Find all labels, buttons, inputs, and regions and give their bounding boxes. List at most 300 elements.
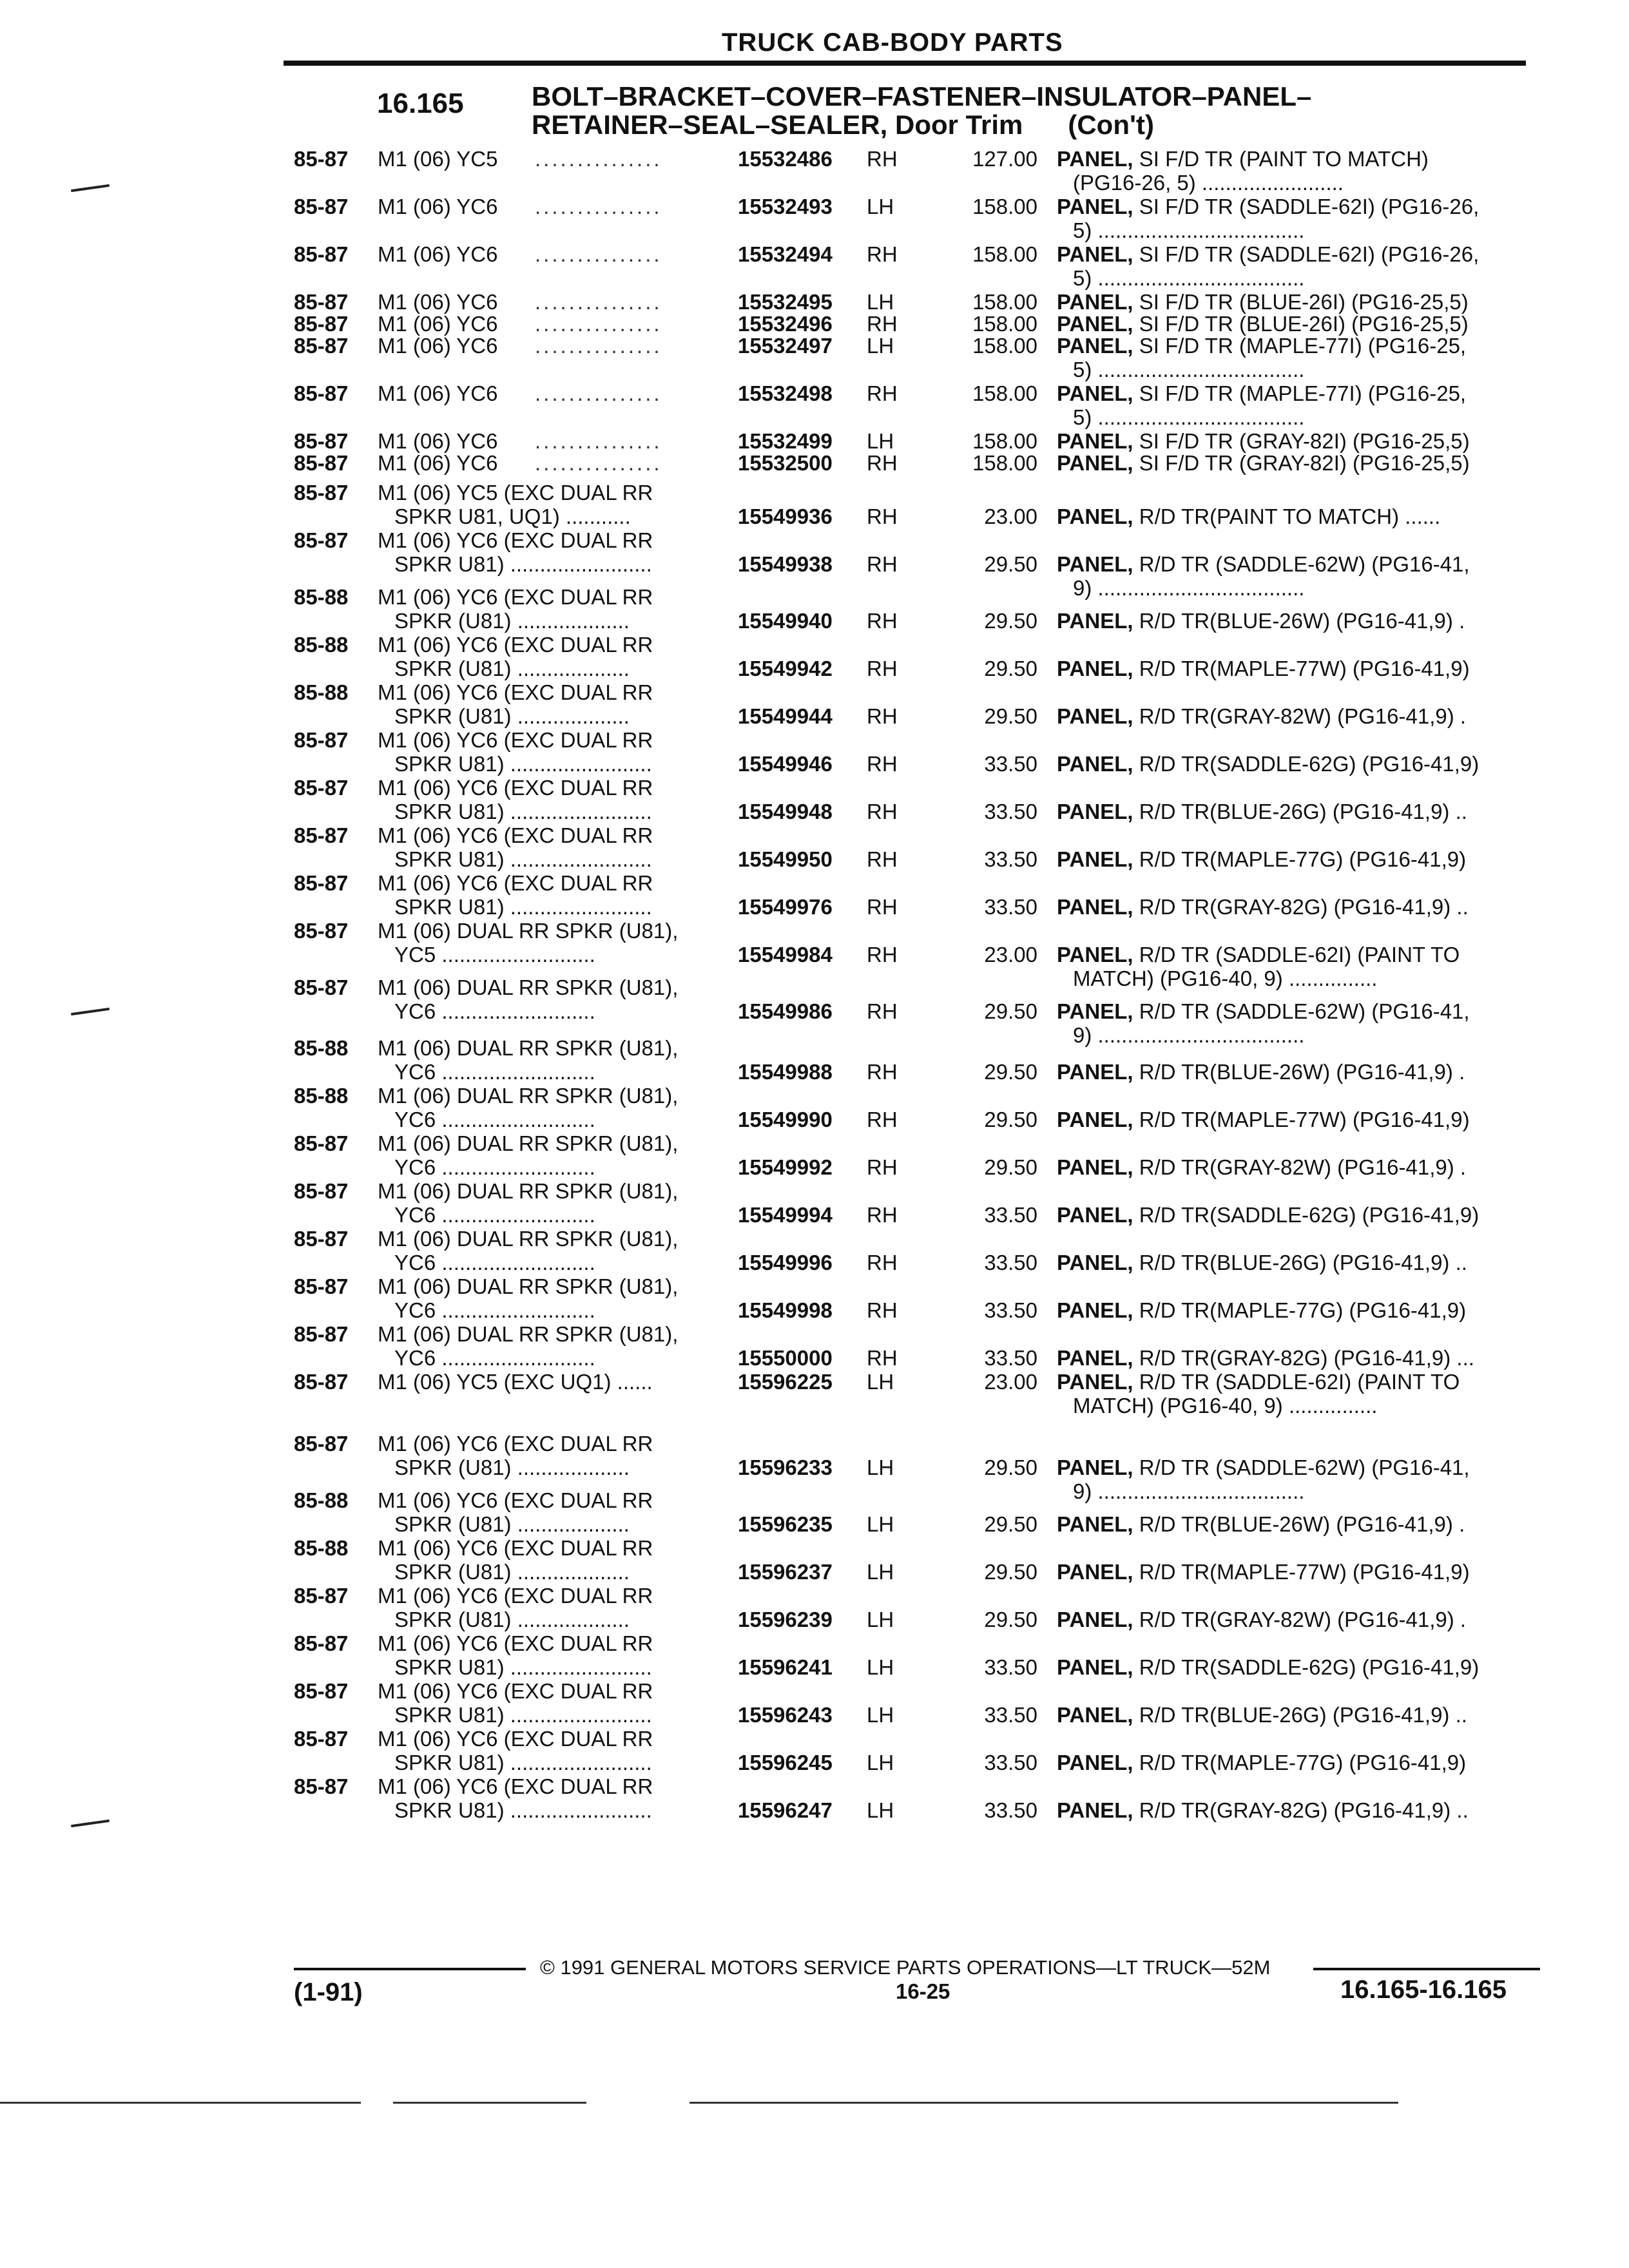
application-line2: SPKR U81, UQ1) ........... <box>394 505 631 528</box>
description-line1: PANEL, R/D TR(MAPLE-77G) (PG16-41,9) <box>1057 847 1467 871</box>
table-row <box>0 195 1629 242</box>
part-number: 15532500 <box>738 451 833 475</box>
price: 29.50 <box>984 1456 1037 1479</box>
section-number: 16.165 <box>377 88 464 119</box>
side-label: RH <box>867 999 898 1023</box>
side-label: RH <box>867 505 898 528</box>
table-row <box>0 1679 1629 1727</box>
table-row <box>0 776 1629 823</box>
year-range: 85-87 <box>294 1631 349 1655</box>
price: 23.00 <box>984 505 1037 528</box>
part-number: 15549988 <box>738 1060 833 1084</box>
year-range: 85-87 <box>294 1370 349 1394</box>
scan-edge-line <box>0 2102 361 2104</box>
table-row <box>0 680 1629 728</box>
table-row <box>0 919 1629 990</box>
leader-dots: ............... <box>535 429 662 453</box>
side-label: LH <box>867 195 894 218</box>
application-line1: M1 (06) YC6 <box>378 242 498 266</box>
part-number: 15532486 <box>738 147 833 171</box>
application-line2: SPKR (U81) ................... <box>394 1560 630 1584</box>
application-line2: SPKR (U81) ................... <box>394 657 630 680</box>
table-row <box>0 334 1629 381</box>
price: 29.50 <box>984 1560 1037 1584</box>
description-line1: PANEL, SI F/D TR (SADDLE-62I) (PG16-26, <box>1057 195 1480 218</box>
price: 33.50 <box>984 1346 1037 1370</box>
price: 33.50 <box>984 800 1037 823</box>
application-line2: SPKR U81) ........................ <box>394 552 652 576</box>
application-line2: YC6 .......................... <box>394 1346 595 1370</box>
application-line1: M1 (06) DUAL RR SPKR (U81), <box>378 919 679 943</box>
side-label: LH <box>867 1560 894 1584</box>
part-number: 15596241 <box>738 1655 833 1679</box>
application-line1: M1 (06) YC6 (EXC DUAL RR <box>378 528 653 552</box>
side-label: RH <box>867 552 898 576</box>
side-label: LH <box>867 1655 894 1679</box>
application-line1: M1 (06) DUAL RR SPKR (U81), <box>378 1322 679 1346</box>
description-line1: PANEL, SI F/D TR (PAINT TO MATCH) <box>1057 147 1429 171</box>
description-line1: PANEL, R/D TR(GRAY-82W) (PG16-41,9) . <box>1057 704 1467 728</box>
application-line2: YC6 .......................... <box>394 1251 595 1274</box>
description-line2: (PG16-26, 5) ........................ <box>1073 171 1344 195</box>
year-range: 85-88 <box>294 1084 349 1108</box>
description-line1: PANEL, SI F/D TR (SADDLE-62I) (PG16-26, <box>1057 242 1480 266</box>
price: 158.00 <box>972 451 1037 475</box>
year-range: 85-87 <box>294 1774 349 1798</box>
section-title-line2-text: RETAINER–SEAL–SEALER, Door Trim <box>532 110 1023 140</box>
table-row <box>0 1131 1629 1179</box>
application-line2: YC6 .......................... <box>394 1155 595 1179</box>
application-line1: M1 (06) YC6 (EXC DUAL RR <box>378 585 653 609</box>
side-label: RH <box>867 752 898 776</box>
continued-label: (Con't) <box>1068 110 1154 140</box>
description-line2: 5) ................................... <box>1073 358 1305 381</box>
year-range: 85-88 <box>294 1488 349 1512</box>
description-line1: PANEL, R/D TR (SADDLE-62W) (PG16-41, <box>1057 552 1470 576</box>
application-line2: SPKR U81) ........................ <box>394 1798 652 1822</box>
description-line1: PANEL, R/D TR(SADDLE-62G) (PG16-41,9) <box>1057 1203 1480 1227</box>
price: 29.50 <box>984 1108 1037 1131</box>
year-range: 85-87 <box>294 147 349 171</box>
part-number: 15549938 <box>738 552 833 576</box>
application-line2: YC6 .......................... <box>394 1203 595 1227</box>
description-line1: PANEL, R/D TR (SADDLE-62I) (PAINT TO <box>1057 1370 1460 1394</box>
part-number: 15549992 <box>738 1155 833 1179</box>
price: 158.00 <box>972 290 1037 314</box>
table-row <box>0 1370 1629 1418</box>
application-line1: M1 (06) DUAL RR SPKR (U81), <box>378 1274 679 1298</box>
table-row <box>0 1584 1629 1631</box>
footer-date: (1-91) <box>294 1978 363 2006</box>
year-range: 85-87 <box>294 728 349 752</box>
table-row <box>0 1179 1629 1227</box>
year-range: 85-87 <box>294 1179 349 1203</box>
application-line1: M1 (06) YC6 (EXC DUAL RR <box>378 1584 653 1608</box>
application-line1: M1 (06) YC6 (EXC DUAL RR <box>378 633 653 657</box>
price: 29.50 <box>984 1155 1037 1179</box>
price: 23.00 <box>984 1370 1037 1394</box>
price: 29.50 <box>984 609 1037 633</box>
description-line1: PANEL, R/D TR(BLUE-26G) (PG16-41,9) .. <box>1057 1251 1467 1274</box>
application-line2: SPKR U81) ........................ <box>394 1655 652 1679</box>
application-line1: M1 (06) YC6 (EXC DUAL RR <box>378 823 653 847</box>
footer-section-range: 16.165-16.165 <box>1340 1975 1507 2004</box>
part-number: 15532496 <box>738 312 833 336</box>
price: 158.00 <box>972 334 1037 358</box>
table-row <box>0 147 1629 195</box>
description-line1: PANEL, SI F/D TR (BLUE-26I) (PG16-25,5) <box>1057 290 1469 314</box>
application-line2: SPKR (U81) ................... <box>394 1456 630 1479</box>
price: 33.50 <box>984 1703 1037 1727</box>
year-range: 85-87 <box>294 919 349 943</box>
description-line2: MATCH) (PG16-40, 9) ............... <box>1073 1394 1378 1418</box>
year-range: 85-87 <box>294 242 349 266</box>
price: 33.50 <box>984 1203 1037 1227</box>
application-line1: M1 (06) YC6 (EXC DUAL RR <box>378 1488 653 1512</box>
leader-dots: ............... <box>535 242 662 266</box>
application-line2: SPKR U81) ........................ <box>394 847 652 871</box>
description-line1: PANEL, R/D TR(BLUE-26G) (PG16-41,9) .. <box>1057 800 1467 823</box>
table-row <box>0 1036 1629 1084</box>
leader-dots: ............... <box>535 290 662 314</box>
year-range: 85-87 <box>294 528 349 552</box>
year-range: 85-87 <box>294 823 349 847</box>
side-label: LH <box>867 1512 894 1536</box>
description-line2: 9) ................................... <box>1073 1479 1305 1503</box>
description-line1: PANEL, R/D TR (SADDLE-62I) (PAINT TO <box>1057 943 1460 966</box>
footer-copyright: © 1991 GENERAL MOTORS SERVICE PARTS OPERATIONS—LT TRUCK—52M <box>540 1956 1271 1979</box>
part-number: 15532493 <box>738 195 833 218</box>
application-line1: M1 (06) YC6 (EXC DUAL RR <box>378 1536 653 1560</box>
side-label: LH <box>867 1370 894 1394</box>
year-range: 85-87 <box>294 1274 349 1298</box>
application-line2: SPKR (U81) ................... <box>394 1512 630 1536</box>
table-row <box>0 871 1629 919</box>
side-label: RH <box>867 800 898 823</box>
part-number: 15596239 <box>738 1608 833 1631</box>
application-line2: SPKR U81) ........................ <box>394 1751 652 1774</box>
side-label: RH <box>867 609 898 633</box>
section-title <box>532 82 1311 139</box>
scan-edge-line <box>689 2102 1398 2104</box>
part-number: 15596245 <box>738 1751 833 1774</box>
description-line1: PANEL, R/D TR(BLUE-26G) (PG16-41,9) .. <box>1057 1703 1467 1727</box>
side-label: RH <box>867 657 898 680</box>
application-line1: M1 (06) YC6 <box>378 451 498 475</box>
description-line1: PANEL, R/D TR(GRAY-82G) (PG16-41,9) .. <box>1057 895 1469 919</box>
description-line1: PANEL, R/D TR(GRAY-82G) (PG16-41,9) ... <box>1057 1346 1474 1370</box>
year-range: 85-87 <box>294 1679 349 1703</box>
description-line1: PANEL, R/D TR(BLUE-26W) (PG16-41,9) . <box>1057 1512 1465 1536</box>
leader-dots: ............... <box>535 312 662 336</box>
leader-dots: ............... <box>535 451 662 475</box>
table-row <box>0 1084 1629 1131</box>
description-line1: PANEL, R/D TR (SADDLE-62W) (PG16-41, <box>1057 999 1470 1023</box>
leader-dots: ............... <box>535 381 662 405</box>
side-label: RH <box>867 1108 898 1131</box>
description-line1: PANEL, R/D TR(GRAY-82W) (PG16-41,9) . <box>1057 1155 1467 1179</box>
year-range: 85-87 <box>294 975 349 999</box>
price: 127.00 <box>972 147 1037 171</box>
side-label: RH <box>867 147 898 171</box>
price: 29.50 <box>984 1608 1037 1631</box>
side-label: LH <box>867 1798 894 1822</box>
year-range: 85-88 <box>294 633 349 657</box>
application-line2: SPKR U81) ........................ <box>394 1703 652 1727</box>
price: 23.00 <box>984 943 1037 966</box>
side-label: RH <box>867 1203 898 1227</box>
price: 33.50 <box>984 752 1037 776</box>
application-line2: SPKR (U81) ................... <box>394 1608 630 1631</box>
description-line1: PANEL, R/D TR(MAPLE-77W) (PG16-41,9) <box>1057 657 1470 680</box>
part-number: 15549996 <box>738 1251 833 1274</box>
side-label: RH <box>867 943 898 966</box>
application-line2: SPKR U81) ........................ <box>394 752 652 776</box>
application-line1: M1 (06) YC6 (EXC DUAL RR <box>378 1631 653 1655</box>
application-line1: M1 (06) YC6 <box>378 429 498 453</box>
application-line1: M1 (06) YC6 <box>378 334 498 358</box>
table-row <box>0 381 1629 429</box>
table-row <box>0 1274 1629 1322</box>
application-line1: M1 (06) DUAL RR SPKR (U81), <box>378 975 679 999</box>
application-line1: M1 (06) YC6 <box>378 312 498 336</box>
price: 33.50 <box>984 1251 1037 1274</box>
price: 33.50 <box>984 847 1037 871</box>
table-row <box>0 1727 1629 1774</box>
table-row <box>0 1631 1629 1679</box>
price: 29.50 <box>984 657 1037 680</box>
description-line1: PANEL, R/D TR(BLUE-26W) (PG16-41,9) . <box>1057 609 1465 633</box>
description-line1: PANEL, R/D TR(MAPLE-77G) (PG16-41,9) <box>1057 1751 1467 1774</box>
description-line1: PANEL, R/D TR(GRAY-82W) (PG16-41,9) . <box>1057 1608 1467 1631</box>
part-number: 15549984 <box>738 943 833 966</box>
year-range: 85-87 <box>294 1322 349 1346</box>
description-line1: PANEL, SI F/D TR (BLUE-26I) (PG16-25,5) <box>1057 312 1469 336</box>
table-row <box>0 242 1629 290</box>
part-number: 15549944 <box>738 704 833 728</box>
table-row <box>0 585 1629 633</box>
price: 33.50 <box>984 1655 1037 1679</box>
table-row <box>0 1227 1629 1274</box>
scan-edge-line <box>393 2102 586 2104</box>
table-row <box>0 1322 1629 1370</box>
year-range: 85-87 <box>294 290 349 314</box>
year-range: 85-87 <box>294 334 349 358</box>
application-line1: M1 (06) YC6 (EXC DUAL RR <box>378 1727 653 1751</box>
price: 158.00 <box>972 312 1037 336</box>
part-number: 15549986 <box>738 999 833 1023</box>
part-number: 15532498 <box>738 381 833 405</box>
description-line1: PANEL, SI F/D TR (GRAY-82I) (PG16-25,5) <box>1057 429 1470 453</box>
table-row <box>0 633 1629 680</box>
application-line1: M1 (06) YC5 (EXC UQ1) ...... <box>378 1370 653 1394</box>
application-line1: M1 (06) YC6 (EXC DUAL RR <box>378 871 653 895</box>
description-line1: PANEL, SI F/D TR (MAPLE-77I) (PG16-25, <box>1057 334 1467 358</box>
price: 33.50 <box>984 1298 1037 1322</box>
part-number: 15532494 <box>738 242 833 266</box>
price: 158.00 <box>972 429 1037 453</box>
price: 29.50 <box>984 1060 1037 1084</box>
footer-page-number: 16-25 <box>896 1979 950 2003</box>
application-line2: YC6 .......................... <box>394 1298 595 1322</box>
table-row <box>0 1536 1629 1584</box>
application-line1: M1 (06) YC6 (EXC DUAL RR <box>378 776 653 800</box>
application-line2: SPKR (U81) ................... <box>394 704 630 728</box>
table-row <box>0 1488 1629 1536</box>
description-line1: PANEL, R/D TR(MAPLE-77W) (PG16-41,9) <box>1057 1108 1470 1131</box>
year-range: 85-88 <box>294 1536 349 1560</box>
application-line2: SPKR U81) ........................ <box>394 800 652 823</box>
part-number: 15532497 <box>738 334 833 358</box>
page-title: TRUCK CAB-BODY PARTS <box>722 28 1063 57</box>
application-line1: M1 (06) DUAL RR SPKR (U81), <box>378 1227 679 1251</box>
part-number: 15550000 <box>738 1346 833 1370</box>
description-line1: PANEL, R/D TR(GRAY-82G) (PG16-41,9) .. <box>1057 1798 1469 1822</box>
year-range: 85-87 <box>294 776 349 800</box>
side-label: RH <box>867 895 898 919</box>
application-line1: M1 (06) DUAL RR SPKR (U81), <box>378 1084 679 1108</box>
side-label: LH <box>867 1751 894 1774</box>
leader-dots: ............... <box>535 147 662 171</box>
year-range: 85-87 <box>294 1727 349 1751</box>
part-number: 15549948 <box>738 800 833 823</box>
application-line2: YC6 .......................... <box>394 999 595 1023</box>
part-number: 15596235 <box>738 1512 833 1536</box>
part-number: 15549998 <box>738 1298 833 1322</box>
description-line2: 9) ................................... <box>1073 576 1305 600</box>
section-title-line1: BOLT–BRACKET–COVER–FASTENER–INSULATOR–PANEL– <box>532 81 1312 111</box>
footer-rule-left <box>294 1968 526 1970</box>
part-number: 15532499 <box>738 429 833 453</box>
application-line1: M1 (06) DUAL RR SPKR (U81), <box>378 1179 679 1203</box>
side-label: RH <box>867 451 898 475</box>
description-line2: MATCH) (PG16-40, 9) ............... <box>1073 966 1378 990</box>
application-line1: M1 (06) YC6 <box>378 195 498 218</box>
table-row <box>0 1774 1629 1822</box>
part-number: 15549940 <box>738 609 833 633</box>
description-line1: PANEL, R/D TR(MAPLE-77W) (PG16-41,9) <box>1057 1560 1470 1584</box>
application-line1: M1 (06) YC5 <box>378 147 498 171</box>
table-row <box>0 481 1629 528</box>
year-range: 85-87 <box>294 1584 349 1608</box>
part-number: 15596237 <box>738 1560 833 1584</box>
side-label: LH <box>867 334 894 358</box>
application-line1: M1 (06) YC6 (EXC DUAL RR <box>378 680 653 704</box>
year-range: 85-88 <box>294 1036 349 1060</box>
description-line1: PANEL, SI F/D TR (MAPLE-77I) (PG16-25, <box>1057 381 1467 405</box>
application-line1: M1 (06) YC6 (EXC DUAL RR <box>378 728 653 752</box>
description-line2: 5) ................................... <box>1073 405 1305 429</box>
side-label: LH <box>867 1456 894 1479</box>
description-line2: 5) ................................... <box>1073 218 1305 242</box>
price: 158.00 <box>972 195 1037 218</box>
price: 29.50 <box>984 999 1037 1023</box>
application-line1: M1 (06) YC6 <box>378 381 498 405</box>
leader-dots: ............... <box>535 195 662 218</box>
year-range: 85-87 <box>294 451 349 475</box>
application-line2: SPKR U81) ........................ <box>394 895 652 919</box>
price: 29.50 <box>984 1512 1037 1536</box>
price: 158.00 <box>972 242 1037 266</box>
part-number: 15549936 <box>738 505 833 528</box>
part-number: 15549942 <box>738 657 833 680</box>
leader-dots: ............... <box>535 334 662 358</box>
part-number: 15532495 <box>738 290 833 314</box>
side-label: RH <box>867 1060 898 1084</box>
description-line1: PANEL, R/D TR (SADDLE-62W) (PG16-41, <box>1057 1456 1470 1479</box>
part-number: 15549994 <box>738 1203 833 1227</box>
price: 33.50 <box>984 895 1037 919</box>
section-title-line2 <box>532 111 1311 139</box>
price: 29.50 <box>984 704 1037 728</box>
price: 33.50 <box>984 1751 1037 1774</box>
description-line1: PANEL, R/D TR(BLUE-26W) (PG16-41,9) . <box>1057 1060 1465 1084</box>
description-line1: PANEL, R/D TR(MAPLE-77G) (PG16-41,9) <box>1057 1298 1467 1322</box>
year-range: 85-87 <box>294 1432 349 1456</box>
price: 158.00 <box>972 381 1037 405</box>
year-range: 85-87 <box>294 312 349 336</box>
year-range: 85-87 <box>294 381 349 405</box>
side-label: LH <box>867 429 894 453</box>
table-row <box>0 975 1629 1047</box>
part-number: 15549976 <box>738 895 833 919</box>
side-label: RH <box>867 1155 898 1179</box>
description-line1: PANEL, SI F/D TR (GRAY-82I) (PG16-25,5) <box>1057 451 1470 475</box>
description-line1: PANEL, R/D TR(PAINT TO MATCH) ...... <box>1057 505 1441 528</box>
year-range: 85-87 <box>294 1227 349 1251</box>
year-range: 85-87 <box>294 871 349 895</box>
year-range: 85-87 <box>294 481 349 505</box>
application-line1: M1 (06) YC6 (EXC DUAL RR <box>378 1679 653 1703</box>
part-number: 15596243 <box>738 1703 833 1727</box>
part-number: 15596233 <box>738 1456 833 1479</box>
year-range: 85-88 <box>294 585 349 609</box>
year-range: 85-87 <box>294 429 349 453</box>
side-label: LH <box>867 290 894 314</box>
description-line1: PANEL, R/D TR(SADDLE-62G) (PG16-41,9) <box>1057 752 1480 776</box>
side-label: RH <box>867 847 898 871</box>
year-range: 85-87 <box>294 195 349 218</box>
part-number: 15549946 <box>738 752 833 776</box>
header-rule <box>284 61 1526 66</box>
table-row <box>0 728 1629 776</box>
application-line2: YC6 .......................... <box>394 1060 595 1084</box>
price: 29.50 <box>984 552 1037 576</box>
part-number: 15549950 <box>738 847 833 871</box>
side-label: LH <box>867 1608 894 1631</box>
price: 33.50 <box>984 1798 1037 1822</box>
year-range: 85-87 <box>294 1131 349 1155</box>
application-line1: M1 (06) YC6 <box>378 290 498 314</box>
application-line2: YC6 .......................... <box>394 1108 595 1131</box>
application-line1: M1 (06) YC5 (EXC DUAL RR <box>378 481 653 505</box>
part-number: 15549990 <box>738 1108 833 1131</box>
footer-rule-right <box>1313 1968 1540 1970</box>
side-label: RH <box>867 1298 898 1322</box>
application-line1: M1 (06) YC6 (EXC DUAL RR <box>378 1432 653 1456</box>
side-label: RH <box>867 242 898 266</box>
table-row <box>0 823 1629 871</box>
description-line1: PANEL, R/D TR(SADDLE-62G) (PG16-41,9) <box>1057 1655 1480 1679</box>
side-label: RH <box>867 381 898 405</box>
side-label: LH <box>867 1703 894 1727</box>
application-line2: YC5 .......................... <box>394 943 595 966</box>
year-range: 85-88 <box>294 680 349 704</box>
description-line2: 5) ................................... <box>1073 266 1305 290</box>
side-label: RH <box>867 1346 898 1370</box>
part-number: 15596247 <box>738 1798 833 1822</box>
part-number: 15596225 <box>738 1370 833 1394</box>
